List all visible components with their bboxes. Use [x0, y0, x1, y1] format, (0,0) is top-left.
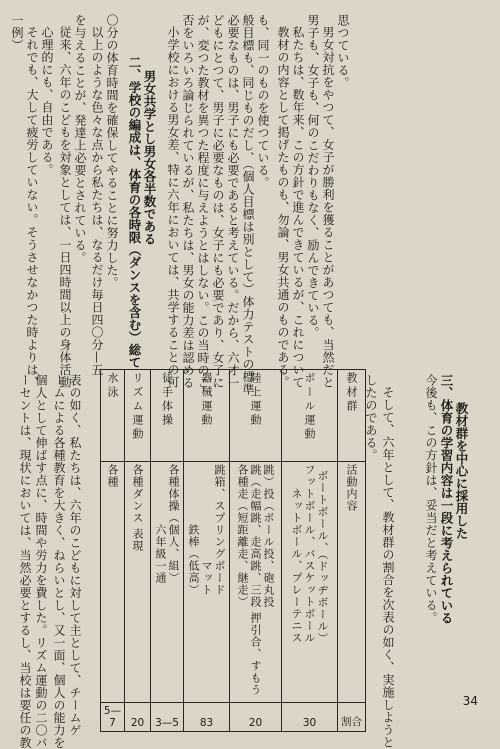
group-label: 徒手体操	[160, 372, 174, 428]
text-line: 一例）	[10, 14, 24, 52]
group-label: ボール運動	[303, 372, 316, 442]
page-number: 34	[462, 694, 478, 708]
text-line: 小学校における男女差、特に六年においては、共学することの可	[166, 26, 180, 389]
section-heading: 二、学校の編成は、体育の各時限（ダンスを含む）総て	[127, 56, 142, 369]
table-cell	[101, 462, 125, 703]
table-cell	[125, 370, 151, 462]
subject-group-table	[100, 369, 366, 732]
section-heading: 三、体育の学習内容は一段に考えられている	[439, 374, 454, 624]
table-cell	[282, 370, 338, 462]
text-line: ームによる各種教育を大きく、ねらいとし、又一面、個人の能力を	[52, 374, 66, 749]
table-header: 活動内容	[345, 464, 358, 512]
section-heading: 男女共学とし男女各半数である	[142, 70, 157, 245]
table-cell: 30	[282, 703, 338, 732]
group-label: 水泳	[106, 372, 119, 400]
table-cell: 83	[184, 703, 230, 732]
table-cell	[230, 462, 282, 703]
table-cell	[184, 462, 230, 703]
text-line: 心理的にも、自由である。	[40, 26, 54, 176]
table-header-cell: 割合	[338, 703, 366, 732]
text-line: 表の如く、私たちは、六年のこどもに対して主として、チームゲ	[68, 374, 82, 737]
table-header-cell	[338, 370, 366, 462]
group-label: リズム運動	[131, 372, 144, 442]
text-line: 否をいろいろ論じられているが、私たちは、男女の能力差は認める	[181, 14, 195, 389]
text-line: 以上のような色々な点から私たちは、なるだけ毎日四〇分—五	[90, 26, 104, 376]
content-line: 各種ダンス	[131, 464, 144, 524]
text-line: 〇分の体育時間を確保してやることに努力した。	[105, 14, 119, 289]
table-cell: 3—5	[151, 703, 184, 732]
content-line: 跳箱、スプリングボード	[213, 464, 226, 596]
table-header: 教材群	[345, 372, 358, 414]
content-line: 跳）投（ボール投、砲丸投	[262, 464, 275, 608]
text-line: を与えることが、発達上必要とされている。	[73, 14, 87, 264]
text-line: ーセントは、現状においては、当然必要とするし、当校は要任の教	[18, 374, 32, 749]
content-line: 各種	[106, 464, 119, 488]
text-line: 男子も、女子も、何のこだわりもなく、励んできている。	[306, 14, 320, 339]
content-line: 各種走（短距離走、継走）	[236, 464, 249, 608]
group-label: 器械運動	[200, 372, 213, 428]
table-cell	[184, 370, 230, 462]
table-cell: 5—7	[101, 703, 125, 732]
table-cell	[282, 462, 338, 703]
content-line: 鉄棒（低高）	[187, 524, 200, 596]
text-line: 従来、六年のこどもを対象としては、一日四時間以上の身体活動	[58, 26, 72, 389]
text-line: したのである。	[364, 374, 378, 462]
text-line: 必要なものは、男子にも必要であると考えている。だから、六才一	[226, 14, 240, 389]
text-line: 個人として伸ばす点に、時間や労力を費した。リズム運動の二〇パ	[34, 374, 48, 749]
content-line: 押引合、すもう	[249, 612, 262, 696]
content-line: 六年級一通	[154, 524, 167, 584]
text-line: そして、六年として、教材群の割合を次表の如く、実施しようと	[381, 386, 395, 749]
text-line: どもにとつて、男子に必要なものは、女子にも必要であり、女子に	[211, 14, 225, 389]
table-cell	[230, 370, 282, 462]
text-line: 思つている。	[336, 14, 350, 89]
table-cell: 20	[125, 703, 151, 732]
content-line: ボートボール、（ドッヂボール）	[316, 469, 329, 644]
text-line: 私たちは、数年来、この方針で進んできているが、これについて	[291, 26, 305, 389]
text-line: も、同一のものを使つている。	[256, 14, 270, 189]
text-line: それでも、大して疲労していない。そうさせなかつた時よりは、	[25, 26, 39, 389]
text-line: が、変つた教材を異つた程度に与えようとはしない。この当時のこ	[196, 14, 210, 389]
content-line: 跳（走幅跳、走高跳、三段	[249, 464, 262, 608]
content-line: 表現	[131, 528, 144, 552]
table-cell	[151, 462, 184, 703]
table-cell: 20	[230, 703, 282, 732]
table-header-cell	[338, 462, 366, 703]
content-line: 各種体操（個人、組）	[167, 464, 180, 584]
group-label: 陸上運動	[249, 372, 262, 428]
text-line: 今後も、この方針は、妥当だと考えている。	[424, 374, 438, 624]
table-cell	[151, 370, 184, 462]
text-line: 教材の内容として掲げたものも、勿論、男女共通のものである。	[276, 26, 290, 389]
content-line: ネットボール、プレーテニス	[290, 488, 303, 644]
content-line: フットボール、バスケットボール	[303, 464, 316, 644]
text-line: 般目標も、同じものだし、（個人目標は別として）体力テストの標準	[241, 14, 255, 396]
text-line: 男女対抗をやつて、女子が勝利を獲ることがあつても、当然だと	[321, 26, 335, 389]
section-heading: 教材群を中心に採用した	[454, 402, 469, 540]
table-cell	[101, 370, 125, 462]
content-line: マット	[200, 560, 213, 596]
table-cell	[125, 462, 151, 703]
